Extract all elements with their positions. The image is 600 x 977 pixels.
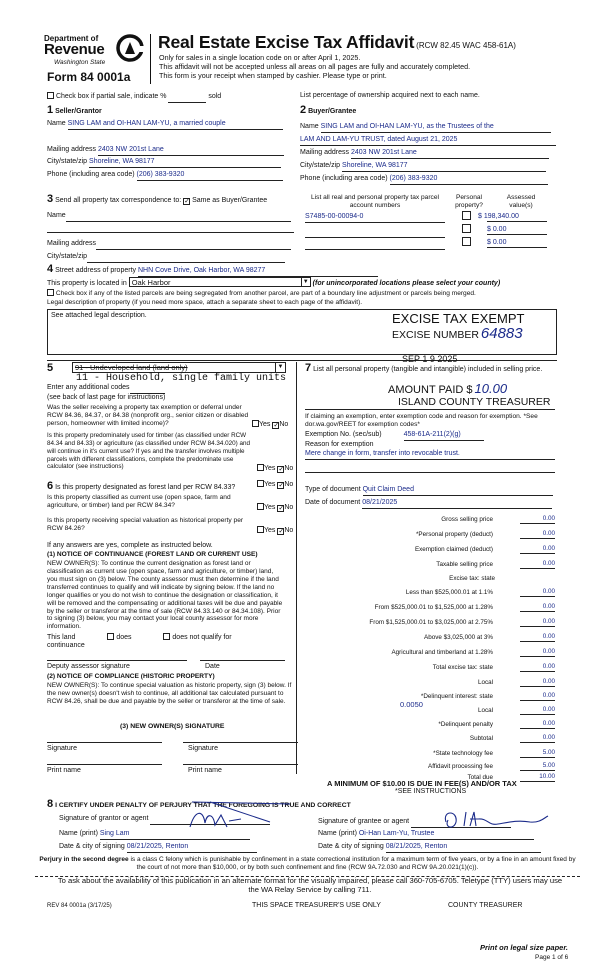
- deputy-date-line[interactable]: [200, 660, 285, 661]
- dept-line1: Department of: [44, 34, 99, 43]
- segregated-label: Check box if any of the listed parcels are being segregated from another parcel, are part of a boundary line adjustment or parcels being merged.: [55, 290, 476, 297]
- owner-print-label-1: Print name: [47, 767, 81, 774]
- calc-value[interactable]: 0.00: [520, 648, 555, 657]
- section7-text: List all personal property (tangible and intangible) included in selling price.: [313, 366, 543, 373]
- seller-mailing-label: Mailing address: [47, 146, 97, 153]
- calc-value[interactable]: 0.00: [520, 588, 555, 597]
- calc-row: [305, 560, 555, 571]
- buyer-city-label: City/state/zip: [300, 162, 341, 169]
- seller-phone-row: [47, 171, 283, 181]
- reason-text[interactable]: Mere change in form, transfer into revocable trust.: [305, 450, 460, 457]
- assessed-header: Assessed value(s): [506, 194, 536, 210]
- parcel-row-2[interactable]: [305, 237, 445, 238]
- seller-phone[interactable]: (206) 383-9320: [137, 171, 283, 181]
- notice1-text: NEW OWNER(S): To continue the current designation as forest land or classification as current use (open space, farm and agriculture, or timber) land, you must sign on (3) below. The county assessor must then determine if the land transferred continues to qualify and will indicate by signing below. If the land no longer qualifies or you do not wish to continue the designation or classification, it will be removed and the compensating or additional taxes will be due and payable by the seller or transferor at the time of sale (RCW 84.33.140 or 84.34.108). Prior to signing (3) below, you may contact your local county assessor for more information.: [47, 560, 283, 631]
- s6-q1-yes[interactable]: [257, 480, 264, 487]
- calc-label: *Delinquent penalty: [438, 721, 493, 728]
- continuance-label: continuance: [47, 642, 85, 649]
- dept-line2: Revenue: [44, 41, 105, 58]
- excise-number-row: [392, 325, 523, 344]
- s6-q1: Is this property designated as forest land per RCW 84.33?: [55, 484, 236, 491]
- partial-sale-percent[interactable]: [168, 93, 206, 103]
- calc-value[interactable]: 0.00: [520, 545, 555, 554]
- county-treasurer-label: COUNTY TREASURER: [448, 902, 523, 909]
- owner-sig-label-2: Signature: [188, 745, 218, 752]
- calc-value[interactable]: 0.00: [520, 515, 555, 524]
- s5-q2-yes[interactable]: [257, 464, 264, 471]
- reason-label: Reason for exemption: [305, 441, 374, 448]
- owner-print-label-2: Print name: [188, 767, 222, 774]
- grantor-date-row: [59, 843, 257, 853]
- seller-name[interactable]: SING LAM and OI-HAN LAM-YU, a married couple: [68, 120, 283, 130]
- seller-name-label: Name: [47, 120, 66, 127]
- use-code-2[interactable]: 11 - Household, single family units: [76, 373, 287, 384]
- grantee-date-row: [318, 843, 541, 853]
- doc-type-label: Type of document: [305, 486, 361, 493]
- buyer-phone-row: [300, 175, 548, 185]
- grantee-name[interactable]: Oi-Han Lam-Yu, Trustee: [359, 830, 534, 840]
- subtitle-2: This affidavit will not be accepted unless all areas on all pages are fully and accurately completed.: [159, 62, 471, 71]
- buyer-name-row: [300, 123, 551, 133]
- does-checkbox[interactable]: [107, 633, 114, 640]
- see-back-note: (see back of last page for instructions): [47, 394, 166, 401]
- section7-row: 7 List all personal property (tangible and intangible) included in selling price.: [305, 362, 543, 374]
- rev-number: REV 84 0001a (3/17/25): [47, 903, 112, 909]
- parcel-number[interactable]: S7485-00-00094-0: [305, 213, 445, 223]
- calc-row: [305, 734, 555, 745]
- revenue-logo-icon: [116, 34, 144, 62]
- buyer-city[interactable]: Shoreline, WA 98177: [342, 162, 546, 172]
- page-number: Page 1 of 6: [535, 954, 569, 961]
- owner-print-line-2[interactable]: [183, 764, 298, 765]
- owner-sig-line-1[interactable]: [47, 742, 162, 743]
- treasurer-use-only: THIS SPACE TREASURER'S USE ONLY: [252, 902, 381, 909]
- form-title: [158, 32, 516, 54]
- doc-date-row: [305, 499, 552, 509]
- calc-label: Total due: [467, 774, 493, 781]
- form-number: Form 84 0001a: [47, 70, 131, 84]
- amount-paid-label: AMOUNT PAID $: [388, 384, 473, 396]
- personal-checkbox-3[interactable]: [462, 237, 471, 249]
- partial-sale-row: [47, 92, 221, 103]
- excise-number: 64883: [480, 325, 523, 342]
- seller-city[interactable]: Shoreline, WA 98177: [89, 158, 281, 168]
- list-percentage-note: List percentage of ownership acquired next to each name.: [300, 92, 480, 99]
- s6-q3-answer: Yes ✓ No: [257, 526, 293, 536]
- grantee-date-label: Date & city of signing: [318, 843, 384, 850]
- calc-row: [305, 692, 555, 703]
- calc-label: Less than $525,000.01 at 1.1%: [405, 589, 493, 596]
- calc-value[interactable]: 0.00: [520, 720, 555, 729]
- section4-street-row: 4 Street address of property NHN Cove Drive, Oak Harbor, WA 98277: [47, 263, 378, 277]
- calc-row: [305, 574, 555, 585]
- buyer-mailing-row: [300, 149, 549, 159]
- buyer-heading: 2 Buyer/Grantee: [300, 104, 357, 116]
- grantee-sig-label: Signature of grantee or agent: [318, 818, 410, 825]
- exempt-stamp: EXCISE TAX EXEMPT: [392, 311, 525, 326]
- seller-phone-label: Phone (including area code): [47, 171, 135, 178]
- amount-paid-value: 10.00: [474, 381, 508, 396]
- section5-number: 5: [47, 362, 54, 374]
- calc-row: [305, 545, 555, 556]
- personal-checkbox-1[interactable]: [462, 211, 471, 223]
- buyer-name-label: Name: [300, 123, 319, 130]
- buyer-phone-label: Phone (including area code): [300, 175, 388, 182]
- buyer-city-row: [300, 162, 546, 172]
- grantor-date-label: Date & city of signing: [59, 843, 125, 850]
- located-note: (for unincorporated locations please select your county): [312, 280, 501, 287]
- calc-label: Excise tax: state: [449, 575, 495, 582]
- see-instructions: *SEE INSTRUCTIONS: [395, 788, 467, 795]
- partial-sale-sold: sold: [208, 93, 222, 100]
- calc-row: [305, 515, 555, 526]
- s6-q3-yes[interactable]: [257, 526, 264, 533]
- notice1-title: (1) NOTICE OF CONTINUANCE (FOREST LAND OR CURRENT USE): [47, 551, 258, 558]
- s6-q2: Is this property classified as current use (open space, farm and agriculture, or timber) land per RCW 84.34?: [47, 494, 231, 510]
- header-divider: [150, 34, 151, 84]
- assessed-value-2[interactable]: $ 0.00: [487, 226, 507, 233]
- assessed-line-2: [487, 234, 547, 235]
- s6-q1-row: 6 Is this property designated as forest land per RCW 84.33?: [47, 480, 236, 492]
- legal-line: [47, 360, 557, 361]
- calc-row: [305, 720, 555, 731]
- calc-label: Gross selling price: [441, 516, 493, 523]
- does-not-checkbox[interactable]: [163, 633, 170, 640]
- s5-q2-answer: Yes ✓ No: [257, 464, 293, 474]
- legal-description: See attached legal description.: [51, 312, 147, 319]
- buyer-name-2[interactable]: LAM AND LAM-YU TRUST, dated August 21, 2025: [300, 136, 556, 146]
- s3-city-input[interactable]: [87, 253, 285, 263]
- doc-date[interactable]: 08/21/2025: [362, 499, 552, 509]
- calc-label: Subtotal: [469, 735, 493, 742]
- seller-name-row: [47, 120, 283, 130]
- section8-heading: 8 I CERTIFY UNDER PENALTY OF PERJURY THAT THE FOREGOING IS TRUE AND CORRECT: [47, 798, 351, 810]
- calc-row: [305, 633, 555, 644]
- s3-city-row: City/state/zip: [47, 253, 285, 263]
- buyer-mailing-label: Mailing address: [300, 149, 350, 156]
- segregated-row: [47, 289, 476, 298]
- buyer-name-1[interactable]: SING LAM and OI-HAN LAM-YU, as the Trustees of the: [321, 123, 551, 133]
- seller-city-label: City/state/zip: [47, 158, 88, 165]
- seller-city-row: [47, 158, 281, 168]
- calc-label: From $525,000.01 to $1,525,000 at 1.28%: [374, 604, 493, 611]
- calc-value[interactable]: 5.00: [520, 762, 555, 771]
- seller-heading: 1 Seller/Grantor: [47, 104, 102, 116]
- notice2-text: NEW OWNER(S): To continue special valuation as historic property, sign (3) below. If the new owner(s) doesn't wish to continue, all additional tax calculated pursuant to RCW 84.26, shall be due and payable by the seller or transferor at the time of sale.: [47, 682, 292, 705]
- calc-value[interactable]: 0.00: [520, 678, 555, 687]
- same-as-buyer-label: Same as Buyer/Grantee: [192, 197, 268, 204]
- doc-type[interactable]: Quit Claim Deed: [363, 486, 553, 496]
- exemption-label: Exemption No. (sec/sub): [305, 431, 382, 438]
- s6-q3: Is this property receiving special valuation as historical property per RCW 84.26?: [47, 517, 244, 533]
- parcel-row-1: [305, 213, 445, 223]
- grantor-date[interactable]: 08/21/2025, Renton: [127, 843, 257, 853]
- chevron-down-icon[interactable]: ▼: [275, 363, 285, 372]
- calc-label: Local: [477, 707, 493, 714]
- calc-label: Affidavit processing fee: [428, 763, 493, 770]
- excise-label: EXCISE NUMBER: [392, 329, 479, 341]
- s6-q2-answer: Yes ✓ No: [257, 503, 293, 513]
- calc-label: Total excise tax: state: [432, 664, 493, 671]
- same-as-buyer-checkbox[interactable]: [183, 198, 190, 205]
- subtitle-3: This form is your receipt when stamped by cashier. Please type or print.: [159, 71, 387, 80]
- calc-row: [305, 762, 555, 773]
- exemption-text: If claiming an exemption, enter exemption code and reason for exemption. *See dor.wa.gov/REET for exemption codes*: [305, 413, 538, 429]
- section3-text: Send all property tax correspondence to:: [55, 197, 182, 204]
- calc-value[interactable]: 0.00: [520, 530, 555, 539]
- perjury-notice: [35, 856, 580, 872]
- calc-row: [305, 588, 555, 599]
- s6-if-yes: If any answers are yes, complete as instructed below.: [47, 542, 213, 549]
- calc-row: [305, 663, 555, 674]
- title-text: Real Estate Excise Tax Affidavit: [158, 32, 415, 52]
- calc-value[interactable]: 0.00: [520, 618, 555, 627]
- grantee-name-label: Name (print): [318, 830, 357, 837]
- personal-checkbox-2[interactable]: [462, 224, 471, 236]
- street-label: Street address of property: [55, 267, 137, 274]
- assessed-value-3[interactable]: $ 0.00: [487, 239, 507, 246]
- parcel-header: List all real and personal property tax parcel account numbers: [311, 194, 439, 210]
- calc-label: Exemption claimed (deduct): [414, 546, 493, 553]
- doc-type-row: [305, 486, 553, 496]
- grantor-signature-mark: [185, 805, 245, 833]
- calc-label: *Delinquent interest: state: [420, 693, 493, 700]
- calc-label: Above $3,025,000 at 3%: [424, 634, 493, 641]
- located-row: [47, 277, 500, 289]
- calc-row: [305, 530, 555, 541]
- deputy-label: Deputy assessor signature: [47, 663, 130, 670]
- s3-name-row: Name: [47, 212, 291, 222]
- use-code-select[interactable]: [72, 362, 286, 373]
- enter-codes-label: Enter any additional codes: [47, 384, 165, 394]
- calc-label: Taxable selling price: [436, 561, 493, 568]
- grantor-name-label: Name (print): [59, 830, 98, 837]
- segregated-checkbox[interactable]: [47, 289, 54, 296]
- calc-label: *Personal property (deduct): [415, 531, 493, 538]
- s3-mailing-input[interactable]: [96, 240, 291, 250]
- assessed-line-1: [487, 221, 547, 222]
- buyer-mailing[interactable]: 2403 NW 201st Lane: [351, 149, 549, 159]
- dept-state: Washington State: [54, 59, 106, 66]
- partial-sale-checkbox[interactable]: [47, 92, 54, 99]
- s5-q1: Was the seller receiving a property tax exemption or deferral under RCW 84.36, 84.37, or 84.38 (nonprofit org., senior citizen or disabled person, homeowner with limited income)?: [47, 404, 249, 428]
- s7-line: [305, 409, 555, 410]
- s6-q2-yes[interactable]: [257, 503, 264, 510]
- grantor-name-row: [59, 830, 250, 840]
- calc-label: Agricultural and timberland at 1.28%: [391, 649, 493, 656]
- grantor-sig-label: Signature of grantor or agent: [59, 815, 149, 822]
- calc-label: From $1,525,000.01 to $3,025,000 at 2.75%: [369, 619, 493, 626]
- legal-paper-note: Print on legal size paper.: [480, 943, 568, 952]
- s5-q1-answer: Yes ✓ No: [252, 420, 288, 430]
- calc-row: [305, 749, 555, 760]
- assessed-line-3: [487, 247, 547, 248]
- perjury-text: is a class C felony which is punishable by confinement in a state correctional institution for a maximum term of five years, or by a fine in an amount fixed by the court of not more than $10,000, or by both such confinement and fine (RCW 9A.72.030 and RCW 9A.20.021(1)(c)).: [130, 856, 576, 871]
- grantor-name[interactable]: Sing Lam: [100, 830, 250, 840]
- calc-value[interactable]: 0.00: [520, 692, 555, 701]
- calc-value[interactable]: 0.00: [520, 663, 555, 672]
- deputy-date-label: Date: [205, 663, 220, 670]
- accessibility-notice: To ask about the availability of this publication in an alternate format for the visually impaired, please call 360-705-6705. Teletype (TTY) users may use the WA Relay Service by calling 711.: [57, 876, 563, 894]
- calc-value[interactable]: 5.00: [520, 749, 555, 758]
- seller-mailing[interactable]: 2403 NW 201st Lane: [98, 146, 284, 156]
- grantee-date[interactable]: 08/21/2025, Renton: [386, 843, 541, 853]
- chevron-down-icon[interactable]: ▼: [301, 278, 310, 286]
- calc-value[interactable]: 0.00: [520, 734, 555, 743]
- personal-header: Personal property?: [455, 194, 483, 210]
- doc-date-label: Date of document: [305, 499, 361, 506]
- perjury-bold: Perjury in the second degree: [39, 856, 129, 863]
- partial-sale-label: Check box if partial sale, indicate %: [55, 93, 167, 100]
- exemption-no[interactable]: 458-61A-211(2)(g): [404, 431, 484, 441]
- street-address[interactable]: NHN Cove Drive, Oak Harbor, WA 98277: [138, 267, 378, 277]
- subtitle-1: Only for sales in a single location code on or after April 1, 2025.: [159, 53, 361, 62]
- calc-value[interactable]: 0.00: [520, 633, 555, 642]
- reason-line-1: [305, 459, 555, 460]
- this-land-row: This land does does not qualify for: [47, 634, 232, 641]
- buyer-phone[interactable]: (206) 383-9320: [390, 175, 548, 185]
- calc-value[interactable]: 0.00: [520, 560, 555, 569]
- s5-q1-yes[interactable]: [252, 420, 259, 427]
- calc-label: Local: [477, 679, 493, 686]
- buyer-name-row-2: [300, 136, 556, 146]
- assessed-value-1[interactable]: $ 198,340.00: [478, 213, 519, 220]
- calc-row: [305, 706, 555, 717]
- calc-row: [305, 603, 555, 614]
- reason-line-2: [305, 472, 555, 473]
- s6-q1-answer: Yes ✓ No: [257, 480, 293, 490]
- section-divider: [296, 362, 297, 774]
- grantee-name-row: [318, 830, 534, 840]
- calc-label: *State technology fee: [433, 750, 493, 757]
- located-select[interactable]: [129, 277, 311, 287]
- title-rcw: (RCW 82.45 WAC 458-61A): [416, 41, 516, 50]
- s3-mailing-row: Mailing address: [47, 240, 291, 250]
- s3-blank-line: [47, 232, 294, 233]
- exemption-no-row: [305, 431, 484, 441]
- new-owner-sig-title: (3) NEW OWNER(S) SIGNATURE: [120, 723, 225, 730]
- local-rate: 0.0050: [400, 700, 423, 709]
- calc-value[interactable]: 0.00: [520, 706, 555, 715]
- calc-row: [305, 648, 555, 659]
- parcel-row-3[interactable]: [305, 249, 445, 250]
- s5-q2: Is this property predominately used for timber (as classified under RCW 84.34 and 84.33) or agriculture (as classified under RCW 84.34.020) and will continue in it's current use? If yes and the transfer involves multiple parcels with different classifications, complete the predominate use calculator (see instructions): [47, 432, 251, 471]
- owner-print-line-1[interactable]: [47, 764, 162, 765]
- s3-name-input[interactable]: [66, 212, 291, 222]
- use-code-1: 91 - Undeveloped land (land only): [75, 363, 188, 372]
- owner-sig-line-2[interactable]: [183, 742, 298, 743]
- seller-mailing-row: [47, 146, 284, 156]
- island-county-treasurer: ISLAND COUNTY TREASURER: [398, 396, 551, 408]
- notice2-title: (2) NOTICE OF COMPLIANCE (HISTORIC PROPERTY): [47, 673, 215, 680]
- stamp-date: SEP 1 9 2025: [402, 354, 458, 364]
- located-value: Oak Harbor: [131, 278, 171, 287]
- calc-row: [305, 618, 555, 629]
- certify-text: I CERTIFY UNDER PENALTY OF PERJURY THAT THE FOREGOING IS TRUE AND CORRECT: [55, 802, 351, 809]
- calc-value[interactable]: 10.00: [520, 773, 555, 782]
- minimum-due: A MINIMUM OF $10.00 IS DUE IN FEE(S) AND/OR TAX: [327, 779, 517, 788]
- legal-label: Legal description of property (if you need more space, attach a separate sheet to each page of the affidavit).: [47, 299, 363, 306]
- calc-row: [305, 678, 555, 689]
- owner-sig-label-1: Signature: [47, 745, 77, 752]
- section3-heading: 3 Send all property tax correspondence to: ✓ Same as Buyer/Grantee: [47, 193, 267, 207]
- calc-value[interactable]: 0.00: [520, 603, 555, 612]
- deputy-sig-line[interactable]: [47, 660, 187, 661]
- located-label: This property is located in: [47, 280, 127, 287]
